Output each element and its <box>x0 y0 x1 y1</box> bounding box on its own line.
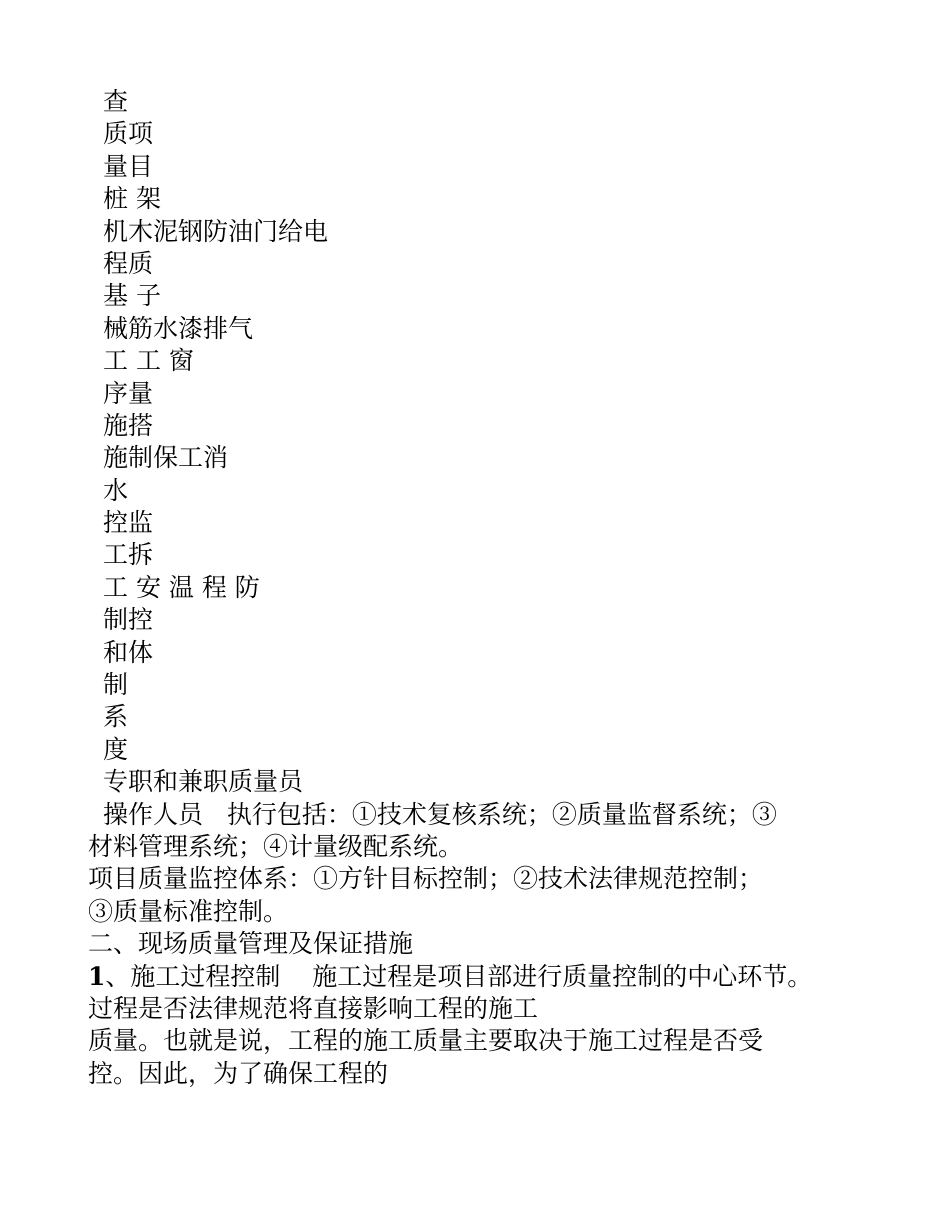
text-line: 械筋水漆排气 <box>103 313 254 343</box>
text-line: 工拆 <box>103 540 154 570</box>
paragraph-line: 控。因此，为了确保工程的 <box>88 1058 389 1088</box>
text-line: 量目 <box>103 151 154 181</box>
text-line: 施制保工消 <box>103 443 229 473</box>
text-line: 质项 <box>103 119 154 149</box>
text-line: 查 <box>103 87 129 116</box>
text-line: 程质 <box>103 248 154 278</box>
subsection-number: 1 <box>88 961 106 991</box>
text-line: 工 工 窗 <box>103 346 194 376</box>
text-line: 工 安 温 程 防 <box>103 572 260 602</box>
text-line: ③质量标准控制。 <box>88 896 289 926</box>
text-line: 制控 <box>103 605 154 635</box>
text-line: 和体 <box>103 637 154 667</box>
text-line: 水 <box>103 475 129 505</box>
subsection-text: 、施工过程控制 施工过程是项目部进行质量控制的中心环节。 <box>105 961 813 991</box>
text-line: 控监 <box>103 508 154 538</box>
document-body <box>88 86 868 1090</box>
text-line: 材料管理系统；④计量级配系统。 <box>88 831 464 861</box>
text-line: 项目质量监控体系：①方针目标控制；②技术法律规范控制； <box>88 864 764 894</box>
section-heading: 二、现场质量管理及保证措施 <box>88 929 414 959</box>
text-line: 桩 架 <box>103 184 161 214</box>
text-line: 机木泥钢防油门给电 <box>103 216 329 246</box>
paragraph-line: 质量。也就是说，工程的施工质量主要取决于施工过程是否受 <box>88 1026 764 1056</box>
text-line: 度 <box>103 734 129 764</box>
subsection-heading <box>88 961 868 993</box>
text-line: 施搭 <box>103 410 154 440</box>
text-line: 操作人员 执行包括：①技术复核系统；②质量监督系统；③ <box>103 799 777 829</box>
text-line: 序量 <box>103 378 154 408</box>
text-line: 制 <box>103 670 129 700</box>
text-line: 系 <box>103 702 129 732</box>
paragraph-line: 过程是否法律规范将直接影响工程的施工 <box>88 993 539 1023</box>
text-line: 基 子 <box>103 281 161 311</box>
text-line: 专职和兼职质量员 <box>103 767 304 797</box>
